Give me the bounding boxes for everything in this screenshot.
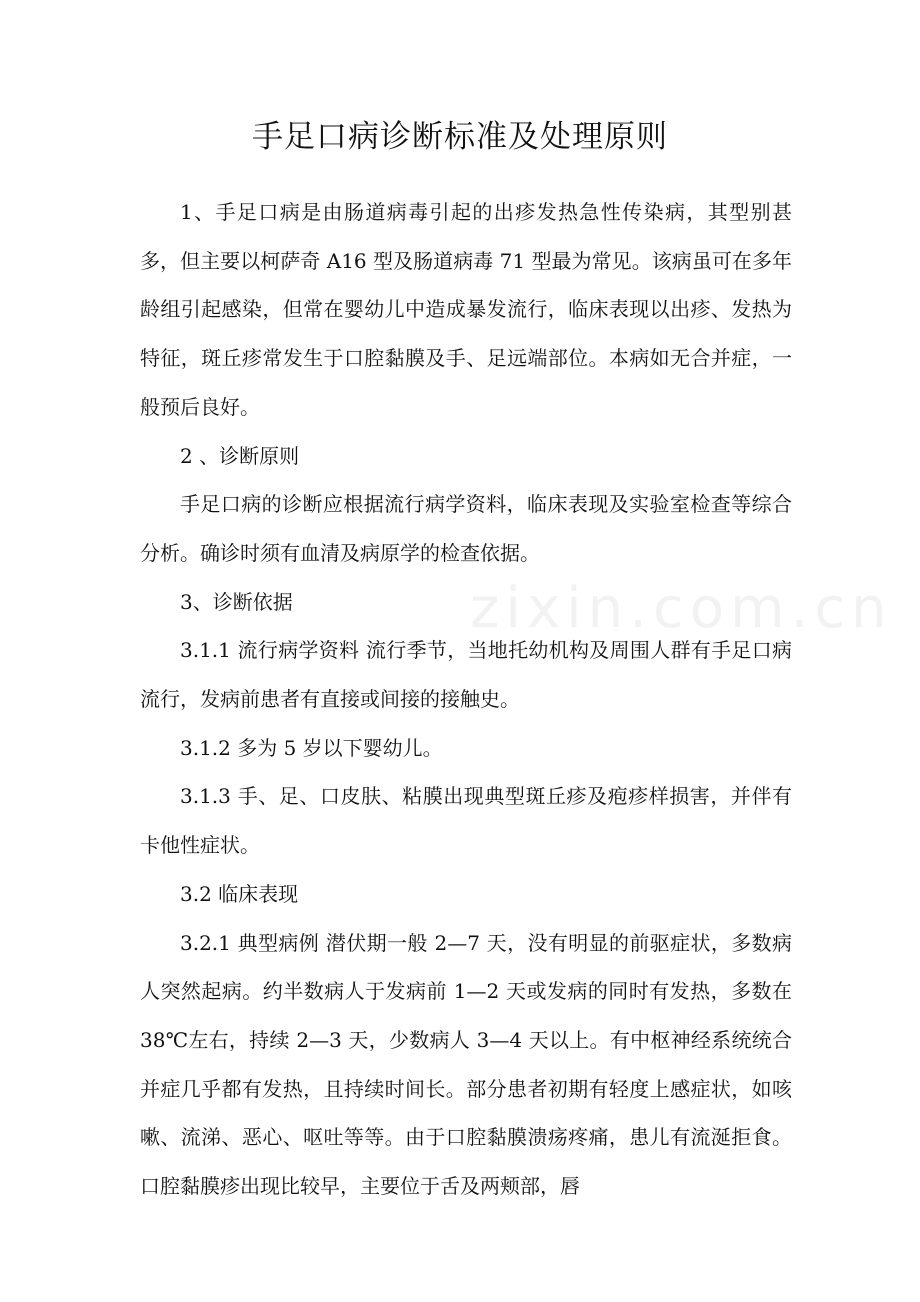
paragraph-3-2-1: 3.2.1 典型病例 潜伏期一般 2—7 天，没有明显的前驱症状，多数病人突然起病。约半数病人于发病前 1—2 天或发病的同时有发热，多数在 38℃左右，持续 2—3 天，少数病人 3—4 天以上。有中枢神经系统统合并症几乎都有发热，且持续时间长。部分患者初期有轻度上感症状，如咳嗽、流涕、恶心、呕吐等等。由于口腔黏膜溃疡疼痛，患儿有流涎拒食。口腔黏膜疹出现比较早，主要位于舌及两颊部，唇: [140, 930, 792, 1199]
document-body: [140, 188, 792, 1211]
heading-clinical-manifestation: 3.2 临床表现: [180, 881, 299, 906]
paragraph-intro: 1、手足口病是由肠道病毒引起的出疹发热急性传染病，其型别甚多，但主要以柯萨奇 A16 型及肠道病毒 71 型最为常见。该病虽可在多年龄组引起感染，但常在婴幼儿中造成暴发流行，临床表现以出疹、发热为特征，斑丘疹常发生于口腔黏膜及手、足远端部位。本病如无合并症，一般预后良好。: [140, 200, 792, 419]
paragraph-3-1-1: 3.1.1 流行病学资料 流行季节，当地托幼机构及周围人群有手足口病流行，发病前患者有直接或间接的接触史。: [140, 638, 792, 712]
paragraph-diagnosis-principle: 手足口病的诊断应根据流行病学资料，临床表现及实验室检查等综合分析。确诊时须有血清及病原学的检查依据。: [140, 492, 792, 565]
page-title: 手足口病诊断标准及处理原则: [252, 119, 668, 155]
paragraph-3-1-2: 3.1.2 多为 5 岁以下婴幼儿。: [180, 735, 443, 760]
heading-diagnosis-basis: 3、诊断依据: [180, 589, 293, 614]
heading-diagnosis-principle: 2 、诊断原则: [180, 443, 300, 468]
paragraph-3-1-3: 3.1.3 手、足、口皮肤、粘膜出现典型斑丘疹及疱疹样损害，并伴有卡他性症状。: [140, 784, 792, 858]
watermark: zixin.com.cn: [470, 576, 893, 641]
